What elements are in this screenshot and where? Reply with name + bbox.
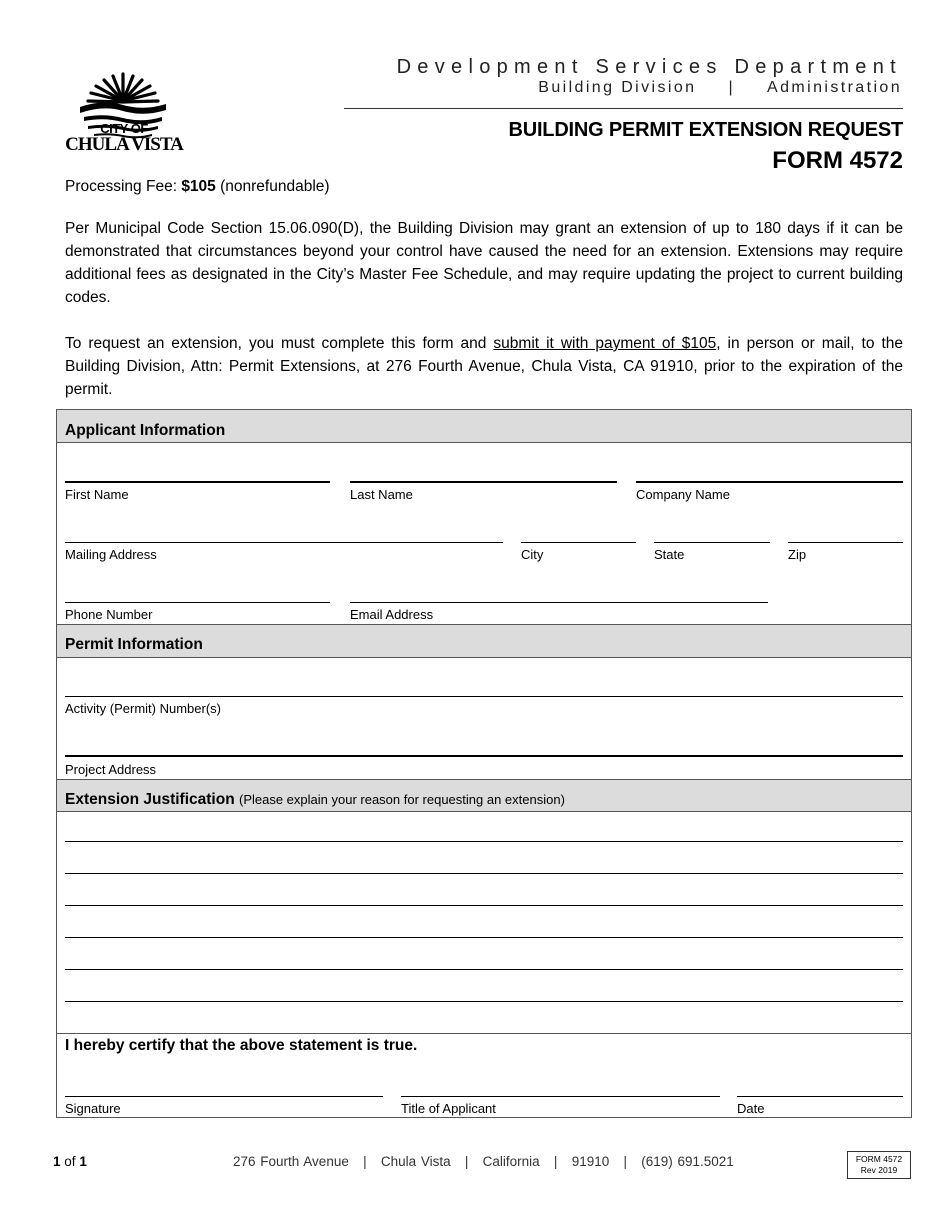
page-number	[53, 1154, 87, 1169]
intro-paragraph-1: Per Municipal Code Section 15.06.090(D), the Building Division may grant an extension of up to 180 days if it can be demonstrated that circumstances beyond your control have caused the need for an extension. Extensions may require additional fees as designated in the City’s Master Fee Schedule, and may require updating the project to current building codes.	[65, 220, 903, 306]
para2-underlined: submit it with payment of $105	[493, 335, 717, 352]
justification-line-3[interactable]	[65, 905, 903, 906]
first-name-label: First Name	[65, 487, 129, 502]
zip-label: Zip	[788, 547, 807, 562]
page-of: of	[64, 1154, 76, 1169]
activity-number-field[interactable]	[65, 696, 903, 697]
applicant-section-heading	[57, 410, 911, 443]
company-name-label: Company Name	[636, 487, 730, 502]
activity-number-label: Activity (Permit) Number(s)	[65, 701, 222, 716]
applicant-title-label: Title of Applicant	[401, 1101, 496, 1116]
para2-after: , in person or mail, to the Building Division, Attn: Permit Extensions, at 276 Fourth Avenue, Chula Vista, CA 91910, prior to the expiration of the permit.	[65, 335, 903, 398]
justification-line-4[interactable]	[65, 937, 903, 938]
page-current: 1	[53, 1154, 61, 1169]
mailing-address-label: Mailing Address	[65, 547, 157, 562]
fee-note: (nonrefundable)	[220, 178, 330, 195]
mailing-address-field[interactable]	[65, 542, 503, 543]
justification-line-1[interactable]	[65, 841, 903, 842]
certification-top-rule	[57, 1033, 911, 1034]
intro-paragraph-2	[65, 332, 903, 401]
form-title: BUILDING PERMIT EXTENSION REQUEST	[508, 119, 903, 141]
division-name: Building Division	[538, 79, 697, 96]
fee-label: Processing Fee:	[65, 178, 177, 195]
last-name-field[interactable]	[350, 481, 617, 483]
state-label: State	[654, 547, 685, 562]
email-field[interactable]	[350, 602, 768, 603]
project-address-label: Project Address	[65, 762, 157, 777]
page-total: 1	[79, 1154, 87, 1169]
form-tag-number: FORM 4572	[855, 1154, 903, 1164]
last-name-label: Last Name	[350, 487, 413, 502]
phone-label: Phone Number	[65, 607, 153, 622]
footer-address: 276 Fourth Avenue | Chula Vista | California | 91910 | (619) 691.5021	[233, 1154, 734, 1169]
department-name: Development Services Department	[396, 56, 902, 78]
logo-chula-vista: CHULA VISTA	[65, 134, 183, 155]
zip-field[interactable]	[788, 542, 903, 543]
state-field[interactable]	[654, 542, 770, 543]
date-field[interactable]	[737, 1096, 903, 1097]
permit-heading: Permit Information	[65, 636, 203, 653]
division-line	[538, 79, 902, 97]
city-label: City	[521, 547, 544, 562]
city-field[interactable]	[521, 542, 636, 543]
first-name-field[interactable]	[65, 481, 330, 483]
form-tag-revision: Rev 2019	[860, 1165, 898, 1175]
justification-note: (Please explain your reason for requesting an extension)	[238, 792, 565, 807]
header-rule	[344, 108, 903, 109]
company-name-field[interactable]	[636, 481, 903, 483]
certification-statement: I hereby certify that the above statement is true.	[65, 1037, 418, 1054]
justification-section-heading	[57, 780, 911, 812]
division-separator: |	[728, 79, 736, 96]
justification-line-2[interactable]	[65, 873, 903, 874]
logo-city-of: CITY OF	[100, 121, 148, 136]
subunit-name: Administration	[767, 79, 902, 96]
date-label: Date	[737, 1101, 765, 1116]
phone-field[interactable]	[65, 602, 330, 603]
project-address-field[interactable]	[65, 755, 903, 757]
justification-heading: Extension Justification	[65, 791, 235, 808]
signature-field[interactable]	[65, 1096, 383, 1097]
processing-fee	[65, 178, 330, 196]
applicant-heading: Applicant Information	[65, 422, 226, 439]
justification-line-6[interactable]	[65, 1001, 903, 1002]
permit-section-heading	[57, 625, 911, 658]
form-number: FORM 4572	[772, 147, 903, 174]
form-revision-tag	[847, 1151, 911, 1179]
form-box	[56, 409, 912, 1118]
email-label: Email Address	[350, 607, 434, 622]
justification-line-5[interactable]	[65, 969, 903, 970]
fee-amount: $105	[181, 178, 216, 195]
signature-label: Signature	[65, 1101, 121, 1116]
para2-before: To request an extension, you must complete this form and	[65, 335, 494, 352]
applicant-title-field[interactable]	[401, 1096, 720, 1097]
